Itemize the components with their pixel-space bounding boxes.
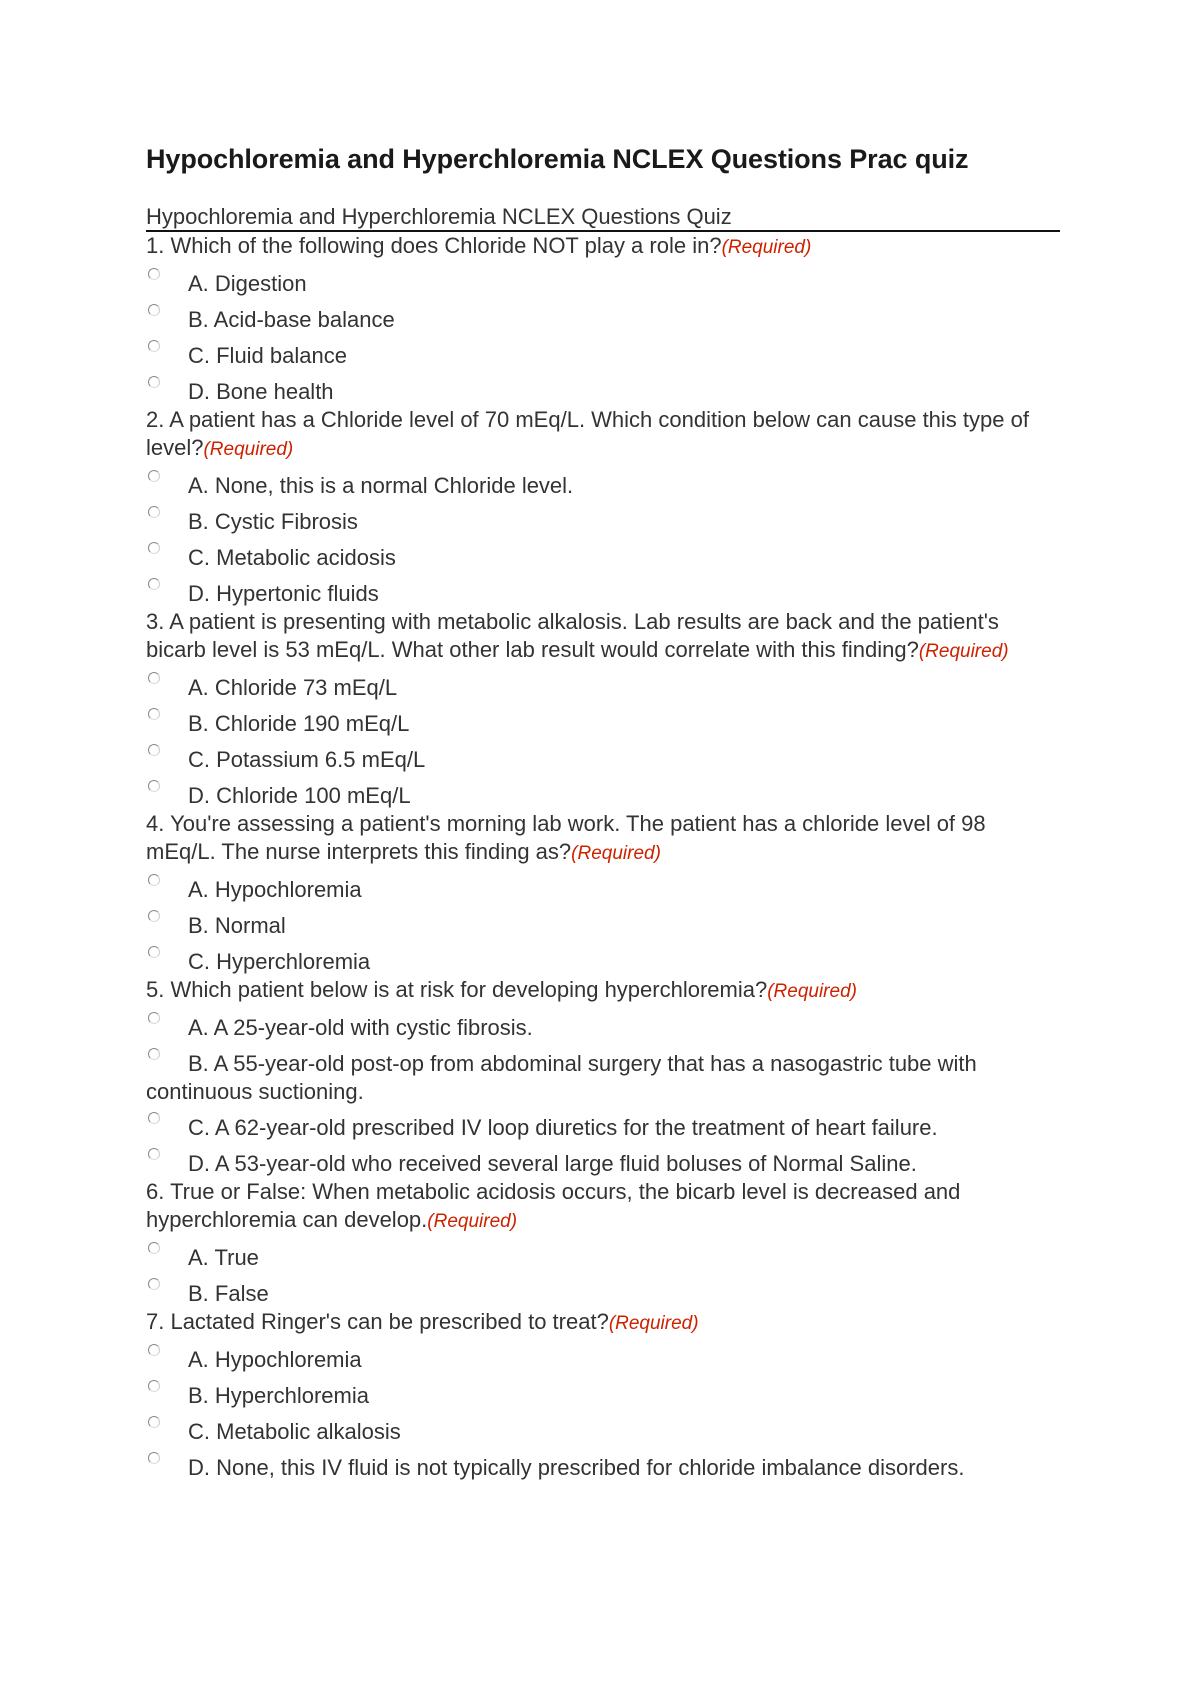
radio-button-icon[interactable] [148,1278,160,1290]
radio-button-icon[interactable] [148,1344,160,1356]
answer-option[interactable] [146,270,1060,298]
answer-option-label: D. Chloride 100 mEq/L [188,783,411,808]
question-list [146,232,1060,1482]
answer-options [146,1346,1060,1482]
radio-button-icon[interactable] [148,910,160,922]
answer-option[interactable] [146,782,1060,810]
answer-option[interactable] [146,1050,1060,1106]
answer-option[interactable] [146,948,1060,976]
question-prompt: 7. Lactated Ringer's can be prescribed to treat? [146,1309,609,1334]
answer-options [146,1244,1060,1308]
question-text [146,232,1060,262]
answer-option[interactable] [146,912,1060,940]
answer-option-label: A. Digestion [188,271,307,296]
question-text [146,1178,1060,1236]
answer-option[interactable] [146,544,1060,572]
answer-option[interactable] [146,580,1060,608]
answer-option-label: C. Hyperchloremia [188,949,371,974]
radio-button-icon[interactable] [148,304,160,316]
quiz-header: Hypochloremia and Hyperchloremia NCLEX Questions Quiz [146,204,1060,232]
answer-option[interactable] [146,306,1060,334]
radio-button-icon[interactable] [148,268,160,280]
required-label: (Required) [203,439,294,460]
radio-button-icon[interactable] [148,1380,160,1392]
question-3 [146,608,1060,810]
radio-button-icon[interactable] [148,946,160,958]
radio-button-icon[interactable] [148,1242,160,1254]
answer-options [146,674,1060,810]
question-prompt: 3. A patient is presenting with metabolic alkalosis. Lab results are back and the patient's bicarb level is 53 mEq/L. What other lab result would correlate with this finding? [146,609,999,662]
answer-option[interactable] [146,710,1060,738]
required-label: (Required) [571,843,661,864]
answer-option[interactable] [146,1346,1060,1374]
answer-option-label: D. A 53-year-old who received several large fluid boluses of Normal Saline. [188,1151,917,1176]
question-4 [146,810,1060,976]
answer-options [146,1014,1060,1178]
answer-option[interactable] [146,342,1060,370]
radio-button-icon[interactable] [148,376,160,388]
answer-option-label: D. None, this IV fluid is not typically prescribed for chloride imbalance disorders. [188,1455,965,1480]
question-prompt: 2. A patient has a Chloride level of 70 mEq/L. Which condition below can cause this type of level? [146,407,1029,460]
answer-option-label: C. Metabolic alkalosis [188,1419,401,1444]
radio-button-icon[interactable] [148,470,160,482]
answer-option-label: A. True [188,1245,259,1270]
radio-button-icon[interactable] [148,1452,160,1464]
question-1 [146,232,1060,406]
question-text [146,406,1060,464]
document-title: Hypochloremia and Hyperchloremia NCLEX Questions Prac quiz [146,144,969,174]
answer-option-label: B. A 55-year-old post-op from abdominal surgery that has a nasogastric tube with continuous suctioning. [146,1051,977,1104]
answer-option-label: B. Hyperchloremia [188,1383,369,1408]
question-prompt: 1. Which of the following does Chloride NOT play a role in? [146,233,722,258]
radio-button-icon[interactable] [148,578,160,590]
radio-button-icon[interactable] [148,1012,160,1024]
answer-option-label: B. False [188,1281,269,1306]
answer-option[interactable] [146,1150,1060,1178]
question-text [146,976,1060,1006]
answer-option-label: D. Bone health [188,379,334,404]
question-text [146,1308,1060,1338]
question-text [146,810,1060,868]
required-label: (Required) [918,641,1009,662]
question-2 [146,406,1060,608]
required-label: (Required) [608,1313,699,1334]
answer-option[interactable] [146,1114,1060,1142]
answer-option-label: A. A 25-year-old with cystic fibrosis. [188,1015,533,1040]
answer-options [146,876,1060,976]
answer-option-label: C. Metabolic acidosis [188,545,396,570]
answer-option-label: C. A 62-year-old prescribed IV loop diuretics for the treatment of heart failure. [188,1115,938,1140]
required-label: (Required) [767,981,857,1002]
question-prompt: 5. Which patient below is at risk for developing hyperchloremia? [146,977,768,1002]
answer-option[interactable] [146,746,1060,774]
radio-button-icon[interactable] [148,1112,160,1124]
answer-option[interactable] [146,876,1060,904]
radio-button-icon[interactable] [148,340,160,352]
answer-option[interactable] [146,472,1060,500]
radio-button-icon[interactable] [148,672,160,684]
answer-option[interactable] [146,1382,1060,1410]
answer-option[interactable] [146,1280,1060,1308]
radio-button-icon[interactable] [148,708,160,720]
answer-option[interactable] [146,1244,1060,1272]
answer-option-label: C. Fluid balance [188,343,347,368]
question-6 [146,1178,1060,1308]
answer-options [146,270,1060,406]
question-5 [146,976,1060,1178]
radio-button-icon[interactable] [148,542,160,554]
radio-button-icon[interactable] [148,1148,160,1160]
answer-option-label: C. Potassium 6.5 mEq/L [188,747,426,772]
answer-option[interactable] [146,674,1060,702]
answer-option-label: B. Normal [188,913,286,938]
radio-button-icon[interactable] [148,506,160,518]
answer-option-label: A. Hypochloremia [188,1347,362,1372]
radio-button-icon[interactable] [148,780,160,792]
question-prompt: 4. You're assessing a patient's morning lab work. The patient has a chloride level of 98 mEq/L. The nurse interprets this finding as? [146,811,986,864]
question-prompt: 6. True or False: When metabolic acidosis occurs, the bicarb level is decreased and hyperchloremia can develop. [146,1179,961,1232]
answer-options [146,472,1060,608]
question-7 [146,1308,1060,1482]
required-label: (Required) [427,1211,518,1232]
answer-option[interactable] [146,1014,1060,1042]
answer-option-label: A. Chloride 73 mEq/L [188,675,398,700]
answer-option[interactable] [146,1418,1060,1446]
answer-option-label: B. Cystic Fibrosis [188,509,358,534]
answer-option-label: B. Chloride 190 mEq/L [188,711,410,736]
question-text [146,608,1060,666]
answer-option-label: D. Hypertonic fluids [188,581,379,606]
radio-button-icon[interactable] [148,744,160,756]
required-label: (Required) [721,237,812,258]
radio-button-icon[interactable] [148,874,160,886]
answer-option-label: B. Acid-base balance [188,307,395,332]
answer-option[interactable] [146,1454,1060,1482]
answer-option[interactable] [146,508,1060,536]
answer-option-label: A. Hypochloremia [188,877,362,902]
radio-button-icon[interactable] [148,1416,160,1428]
answer-option[interactable] [146,378,1060,406]
answer-option-label: A. None, this is a normal Chloride level. [188,473,574,498]
radio-button-icon[interactable] [148,1048,160,1060]
